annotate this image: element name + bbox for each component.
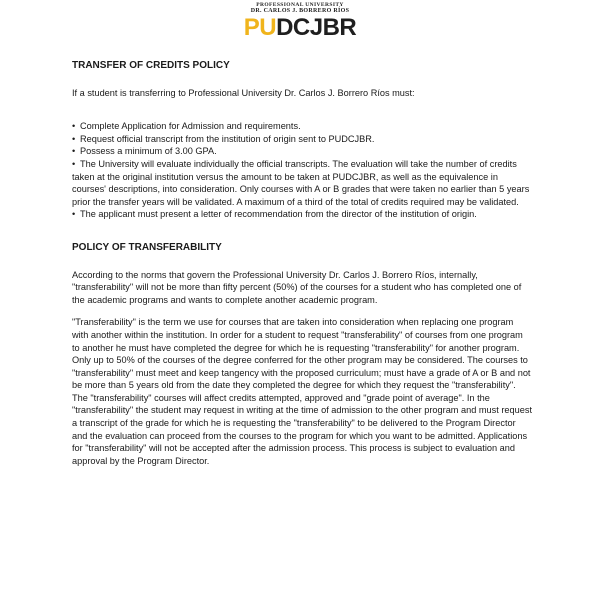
transfer-requirements-list — [72, 120, 532, 221]
transferability-section — [72, 242, 532, 468]
transferability-paragraph: According to the norms that govern the Professional University Dr. Carlos J. Borrero Ríos, internally, "transferability" will not be more than fifty percent (50%) of the courses for a student who has completed one of the academic programs and wants to complete another academic program. — [72, 269, 522, 305]
list-item-text: Complete Application for Admission and requirements. — [80, 121, 301, 132]
list-item-text: Possess a minimum of 3.00 GPA. — [80, 146, 217, 157]
logo-university-label: PROFESSIONAL UNIVERSITY — [256, 2, 344, 8]
list-item — [72, 120, 532, 133]
logo-mark-gold: PU — [243, 14, 277, 41]
bullet-symbol: • — [72, 146, 76, 157]
list-item-text: Request official transcript from the institution of origin sent to PUDCJBR. — [80, 133, 375, 144]
list-item — [72, 145, 532, 158]
logo-founder-name: DR. CARLOS J. BORRERO RÍOS — [250, 8, 350, 14]
logo-mark-dark: DCJBR — [276, 14, 357, 41]
list-item — [72, 133, 532, 146]
transfer-policy-heading: TRANSFER OF CREDITS POLICY — [72, 60, 230, 71]
bullet-symbol: • — [72, 133, 76, 144]
transferability-paragraph: "Transferability" is the term we use for courses that are taken into consideration when replacing one program with another within the institution. In order for a student to request "transferability" of courses from one program to another he must have completed the degree for which he is requesting "transferability" for another program. Only up to 50% of the courses of the degree conferred for the other program may be considered. The courses to "transferability" must meet and keep tangency with the proposed curriculum; must have a grade of A or B and not be more than 5 years old from the date they completed the degree for which they request the "transferability". The "transferability" courses will affect credits attempted, approved and "grade point of average". In the "transferability" the student may request in writing at the time of admission to the other program and must request a transcript of the grade for which he is requesting the "transferability" to be delivered to the Program Director and the evaluation can proceed from the courses to the program for which you want to be admitted. Applications for "transferability" will not be accepted after the admission process. This process is subject to evaluation and approval by the Program Director. — [72, 317, 532, 466]
logo-wordmark — [0, 15, 600, 41]
bullet-symbol: • — [72, 121, 76, 132]
transferability-heading: POLICY OF TRANSFERABILITY — [72, 241, 222, 253]
list-item — [72, 208, 532, 221]
list-item-text: The University will evaluate individually the official transcripts. The evaluation will take the number of credits taken at the original institution versus the amount to be taken at PUDCJBR, as well as the equivalence in courses' descriptions, into consideration. Only courses with A or B grades that were taken no earlier than 5 years prior the transfer years will be validated. A maximum of a third of the total of credits required may be validated. — [72, 158, 530, 207]
university-logo — [0, 0, 600, 41]
document-body — [72, 60, 532, 467]
list-item — [72, 158, 532, 208]
bullet-symbol: • — [72, 209, 76, 220]
transfer-policy-intro: If a student is transferring to Professional University Dr. Carlos J. Borrero Ríos must: — [72, 87, 415, 98]
list-item-text: The applicant must present a letter of recommendation from the director of the institution of origin. — [80, 209, 477, 220]
bullet-symbol: • — [72, 158, 76, 169]
